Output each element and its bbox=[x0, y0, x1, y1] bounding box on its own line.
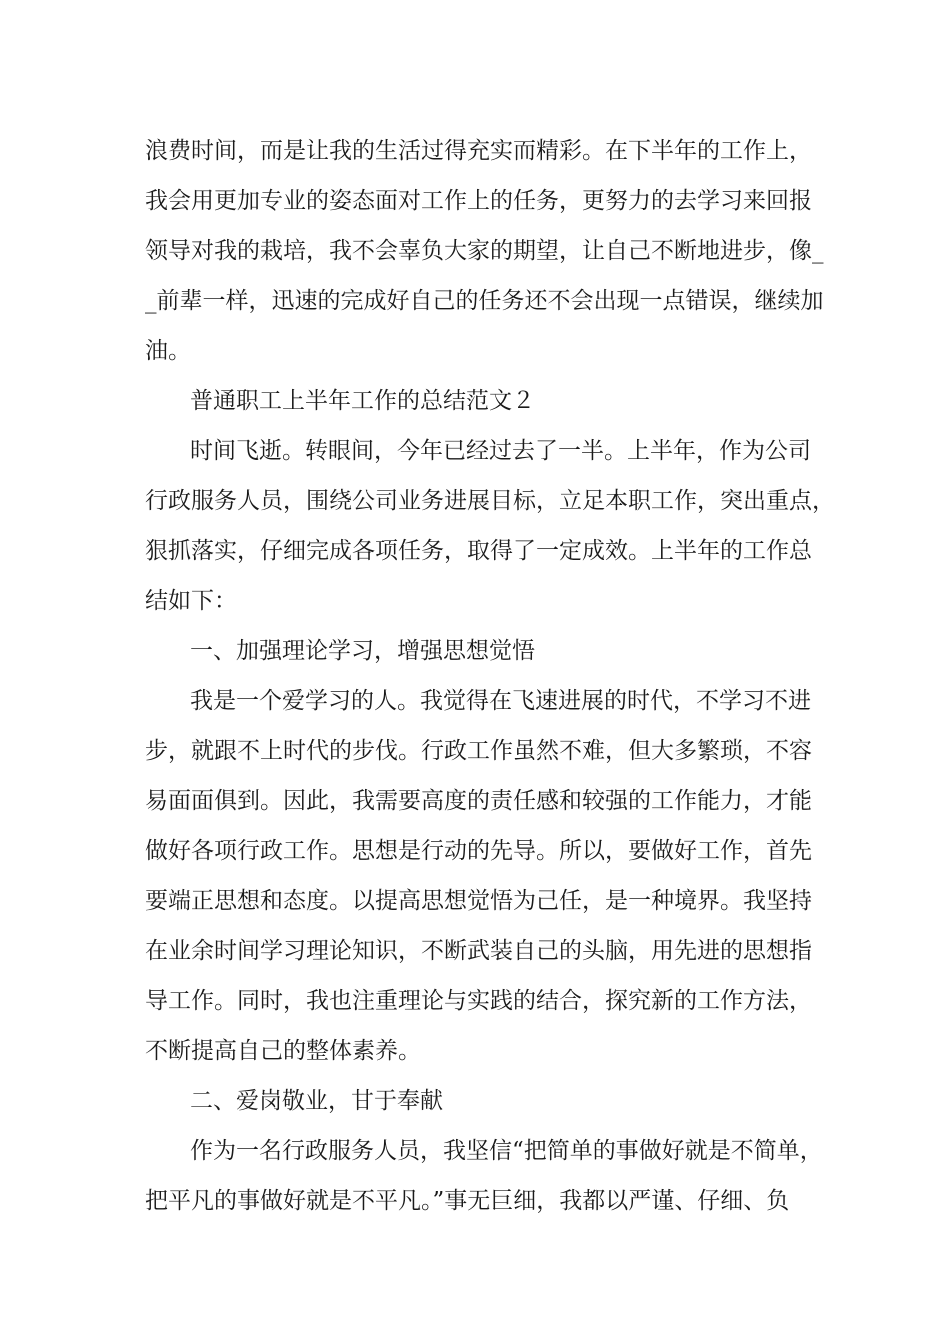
text-line: 在业余时间学习理论知识，不断武装自己的头脑，用先进的思想指 bbox=[145, 938, 812, 964]
text-line: 我会用更加专业的姿态面对工作上的任务，更努力的去学习来回报 bbox=[145, 188, 812, 214]
text-line: 步，就跟不上时代的步伐。行政工作虽然不难，但大多繁琐，不容 bbox=[145, 738, 812, 764]
text-line: 领导对我的栽培，我不会辜负大家的期望，让自己不断地进步，像_ bbox=[145, 238, 824, 264]
text-line: 不断提高自己的整体素养。 bbox=[145, 1038, 421, 1064]
text-line: 做好各项行政工作。思想是行动的先导。所以，要做好工作，首先 bbox=[145, 838, 812, 864]
text-line: 狠抓落实，仔细完成各项任务，取得了一定成效。上半年的工作总 bbox=[145, 538, 812, 564]
section-heading: 二、爱岗敬业，甘于奉献 bbox=[190, 1088, 443, 1114]
text-line: 导工作。同时，我也注重理论与实践的结合，探究新的工作方法， bbox=[145, 988, 812, 1014]
text-line: 油。 bbox=[145, 338, 191, 364]
text-line: 作为一名行政服务人员，我坚信“把简单的事做好就是不简单， bbox=[190, 1138, 823, 1164]
text-line: 要端正思想和态度。以提高思想觉悟为己任，是一种境界。我坚持 bbox=[145, 888, 812, 914]
text-line: 易面面俱到。因此，我需要高度的责任感和较强的工作能力，才能 bbox=[145, 788, 812, 814]
text-line: 行政服务人员，围绕公司业务进展目标，立足本职工作，突出重点， bbox=[145, 488, 835, 514]
section-title: 普通职工上半年工作的总结范文２ bbox=[190, 388, 535, 414]
text-line: _前辈一样，迅速的完成好自己的任务还不会出现一点错误，继续加 bbox=[145, 288, 824, 314]
text-line: 我是一个爱学习的人。我觉得在飞速进展的时代，不学习不进 bbox=[190, 688, 811, 714]
text-line: 时间飞逝。转眼间，今年已经过去了一半。上半年，作为公司 bbox=[190, 438, 811, 464]
text-line: 浪费时间，而是让我的生活过得充实而精彩。在下半年的工作上， bbox=[145, 138, 812, 164]
text-line: 结如下： bbox=[145, 588, 237, 614]
text-line: 把平凡的事做好就是不平凡。”事无巨细，我都以严谨、仔细、负 bbox=[145, 1188, 790, 1214]
section-heading: 一、加强理论学习，增强思想觉悟 bbox=[190, 638, 535, 664]
